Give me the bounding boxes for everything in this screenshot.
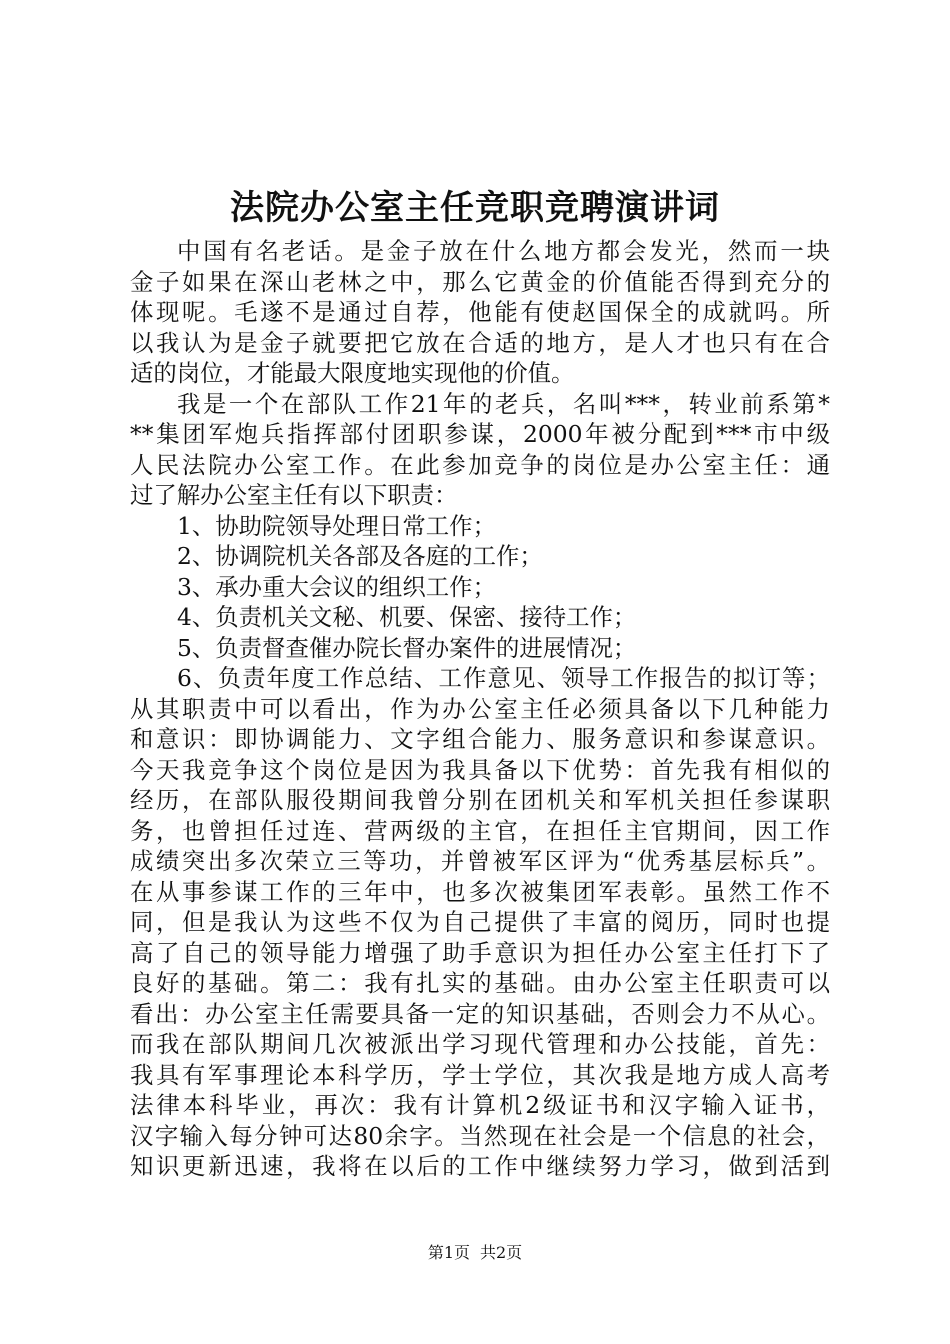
- page-total: 共2页: [480, 1243, 523, 1262]
- body-line: 从其职责中可以看出，作为办公室主任必须具备以下几种能力: [130, 694, 830, 723]
- body-line: 看出：办公室主任需要具备一定的知识基础，否则会力不从心。: [130, 999, 830, 1028]
- body-line: 金子如果在深山老林之中，那么它黄金的价值能否得到充分的: [130, 267, 830, 296]
- body-line: 知识更新迅速，我将在以后的工作中继续努力学习，做到活到: [130, 1152, 830, 1180]
- page-footer: [0, 1242, 950, 1264]
- body-line: 体现呢。毛遂不是通过自荐，他能有使赵国保全的成就吗。所: [130, 298, 830, 326]
- duty-item: 6、负责年度工作总结、工作意见、领导工作报告的拟订等；: [177, 664, 830, 692]
- body-line: 高了自己的领导能力增强了助手意识为担任办公室主任打下了: [130, 938, 830, 967]
- body-line: 经历，在部队服役期间我曾分别在团机关和军机关担任参谋职: [130, 786, 830, 814]
- document-body: [130, 236, 830, 1182]
- body-line: 汉字输入每分钟可达80余字。当然现在社会是一个信息的社会，: [130, 1121, 830, 1150]
- body-line: 中国有名老话。是金子放在什么地方都会发光，然而一块: [177, 237, 830, 265]
- body-line: 和意识：即协调能力、文字组合能力、服务意识和参谋意识。: [130, 725, 830, 753]
- body-line: 成绩突出多次荣立三等功，并曾被军区评为“优秀基层标兵”。: [130, 847, 830, 875]
- duty-item: 3、承办重大会议的组织工作；: [177, 572, 496, 601]
- document-title: 法院办公室主任竞职竞聘演讲词: [230, 188, 720, 228]
- body-line: 务，也曾担任过连、营两级的主官，在担任主官期间，因工作: [130, 816, 830, 845]
- duty-item: 4、负责机关文秘、机要、保密、接待工作；: [177, 603, 637, 631]
- body-line: 我具有军事理论本科学历，学士学位，其次我是地方成人高考: [130, 1060, 830, 1089]
- body-line: **集团军炮兵指挥部付团职参谋，2000年被分配到***市中级: [130, 420, 830, 448]
- body-line: 而我在部队期间几次被派出学习现代管理和办公技能，首先：: [130, 1030, 830, 1058]
- body-line: 我是一个在部队工作21年的老兵，名叫***，转业前系第*: [177, 389, 830, 418]
- body-line: 过了解办公室主任有以下职责：: [130, 481, 458, 509]
- body-line: 法律本科毕业，再次：我有计算机2级证书和汉字输入证书，: [130, 1091, 830, 1119]
- body-line: 人民法院办公室工作。在此参加竞争的岗位是办公室主任：通: [130, 450, 830, 479]
- duty-item: 1、协助院领导处理日常工作；: [177, 511, 496, 540]
- body-line: 今天我竞争这个岗位是因为我具备以下优势：首先我有相似的: [130, 755, 830, 784]
- body-line: 以我认为是金子就要把它放在合适的地方，是人才也只有在合: [130, 328, 830, 357]
- duty-item: 2、协调院机关各部及各庭的工作；: [177, 542, 543, 570]
- body-line: 良好的基础。第二：我有扎实的基础。由办公室主任职责可以: [130, 969, 830, 997]
- body-line: 同，但是我认为这些不仅为自己提供了丰富的阅历，同时也提: [130, 908, 830, 936]
- duty-item: 5、负责督查催办院长督办案件的进展情况；: [177, 633, 637, 662]
- body-line: 适的岗位，才能最大限度地实现他的价值。: [130, 359, 575, 387]
- page-number: 第1页: [427, 1243, 470, 1262]
- body-line: 在从事参谋工作的三年中，也多次被集团军表彰。虽然工作不: [130, 877, 830, 906]
